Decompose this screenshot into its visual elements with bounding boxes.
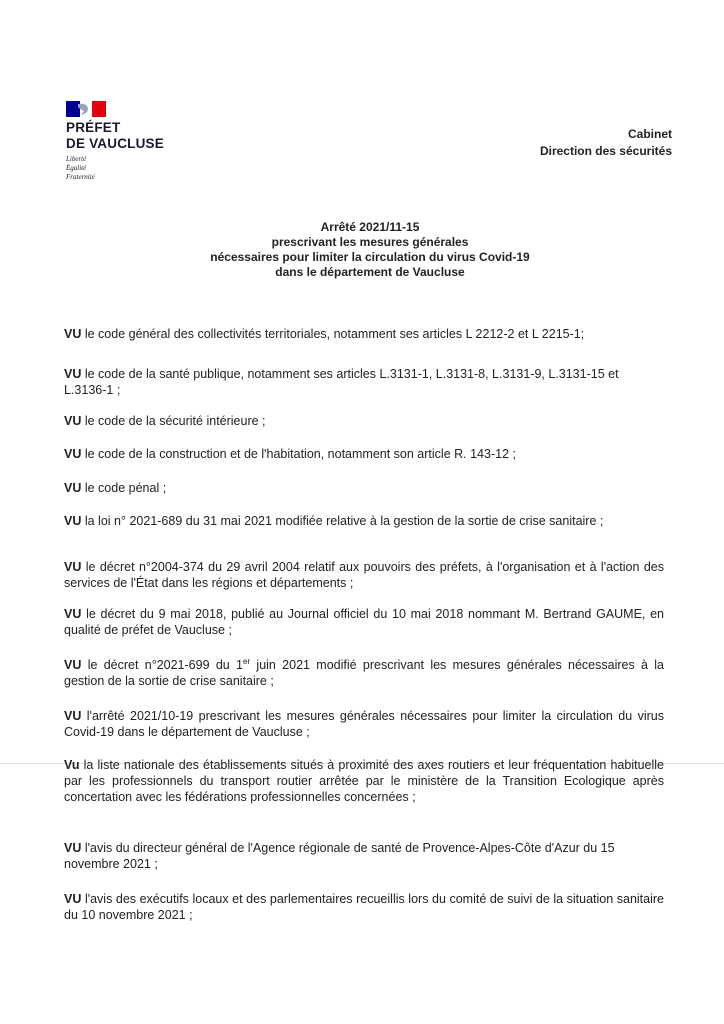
marianne-flag-icon	[66, 101, 106, 117]
logo-line-2: DE VAUCLUSE	[66, 136, 164, 151]
vu-label: VU	[64, 367, 82, 381]
vu-label: VU	[64, 560, 82, 574]
visa-text: le décret du 9 mai 2018, publié au Journal officiel du 10 mai 2018 nommant M. Bertrand GAUME, en qualité de préfet de Vaucluse ;	[64, 607, 664, 637]
visa-text: le code de la construction et de l'habitation, notamment son article R. 143-12 ;	[84, 447, 516, 461]
visa-text: le décret n°2004-374 du 29 avril 2004 relatif aux pouvoirs des préfets, à l'organisation et à l'action des services de l'État dans les régions et départements ;	[64, 560, 664, 590]
vu-label: VU	[64, 327, 82, 341]
vu-label: VU	[64, 607, 82, 621]
visa-text: la loi n° 2021-689 du 31 mai 2021 modifiée relative à la gestion de la sortie de crise sanitaire ;	[84, 514, 604, 528]
visa-item	[64, 446, 664, 462]
visa-item	[64, 413, 664, 429]
visa-item	[64, 480, 664, 496]
visa-item	[64, 840, 664, 872]
visa-text-part-1: le décret n°2021-699 du 1	[87, 658, 243, 672]
decree-title-line-2: prescrivant les mesures générales	[271, 235, 469, 249]
service-direction: Direction des sécurités	[539, 144, 672, 158]
visa-text: la liste nationale des établissements situés à proximité des axes routiers et leur fréquentation habituelle par les professionnels du transport routier arrêtée par le ministère de la Transition Ecologique après concertation avec les fédérations professionnelles concernées ;	[64, 758, 664, 804]
visa-text: le code général des collectivités territoriales, notamment ses articles L 2212-2 et L 2215-1;	[84, 327, 585, 341]
logo-line-1: PRÉFET	[66, 120, 121, 135]
visa-item	[64, 366, 664, 398]
motto-egalite: Égalité	[66, 164, 87, 172]
vu-label: VU	[64, 414, 82, 428]
vu-label: VU	[64, 841, 82, 855]
vu-label: VU	[64, 514, 82, 528]
vu-label: Vu	[64, 758, 80, 772]
vu-label: VU	[64, 892, 82, 906]
visa-item	[64, 708, 664, 740]
visa-text: le code de la sécurité intérieure ;	[84, 414, 266, 428]
visa-text: le code de la santé publique, notamment ses articles L.3131-1, L.3131-8, L.3131-9, L.3131-15 et L.3136-1 ;	[64, 367, 619, 397]
visa-item	[64, 513, 664, 529]
vu-label: VU	[64, 481, 82, 495]
service-cabinet: Cabinet	[627, 127, 672, 141]
motto-fraternite: Fraternité	[66, 173, 95, 181]
motto-liberte: Liberté	[66, 155, 87, 163]
visa-item	[64, 757, 664, 805]
visa-item	[64, 657, 664, 689]
republic-motto	[66, 155, 95, 182]
visa-item	[64, 326, 664, 342]
decree-title	[180, 220, 560, 280]
issuing-service	[540, 126, 672, 160]
decree-title-line-4: dans le département de Vaucluse	[275, 265, 465, 279]
vu-label: VU	[64, 447, 82, 461]
logo-title	[66, 120, 164, 152]
decree-number: Arrêté 2021/11-15	[320, 220, 420, 234]
visa-text-part-2: juin 2021 modifié prescrivant les mesures générales nécessaires à la gestion de la sortie de crise sanitaire ;	[64, 658, 664, 688]
visa-item	[64, 559, 664, 591]
visa-text: le code pénal ;	[84, 481, 167, 495]
visa-item	[64, 606, 664, 638]
decree-title-line-3: nécessaires pour limiter la circulation du virus Covid-19	[210, 250, 530, 264]
vu-label: VU	[64, 658, 82, 672]
vu-label: VU	[64, 709, 82, 723]
visa-text: l'avis du directeur général de l'Agence régionale de santé de Provence-Alpes-Côte d'Azur du 15 novembre 2021 ;	[64, 841, 615, 871]
visa-text: l'arrêté 2021/10-19 prescrivant les mesures générales nécessaires pour limiter la circulation du virus Covid-19 dans le département de Vaucluse ;	[64, 709, 664, 739]
visa-text: l'avis des exécutifs locaux et des parlementaires recueillis lors du comité de suivi de la situation sanitaire du 10 novembre 2021 ;	[64, 892, 664, 922]
visa-item	[64, 891, 664, 923]
visa-superscript: er	[243, 656, 251, 666]
